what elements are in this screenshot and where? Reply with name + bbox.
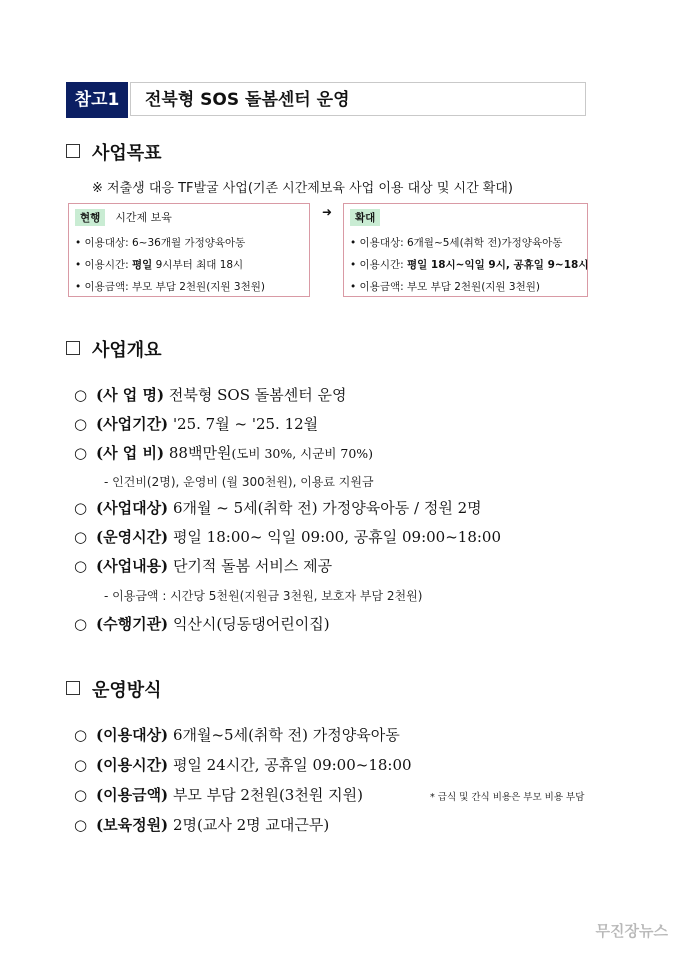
expanded-head [350,209,380,226]
arrow-icon: ➜ [322,205,333,219]
expanded-line-cost: • 이용금액: 부모 부담 2천원(지원 3천원) [350,281,540,293]
overview-sub-budget: - 인건비(2명), 운영비 (월 300천원), 이용료 지원금 [104,475,374,489]
circle-bullet-icon: ○ [74,444,88,462]
overview-row-content: ○ (사업내용) 단기적 돌봄 서비스 제공 [74,557,333,575]
watermark-logo: 무진장뉴스 [595,922,668,940]
reference-tag: 참고1 [66,82,128,118]
operation-row-target: ○ (이용대상) 6개월~5세(취학 전) 가정양육아동 [74,726,400,744]
operation-row-hours: ○ (이용시간) 평일 24시간, 공휴일 09:00~18:00 [74,756,412,774]
operation-footnote: * 급식 및 간식 비용은 부모 비용 부담 [430,792,585,803]
expanded-line-time: • 이용시간: 평일 18시~익일 9시, 공휴일 9~18시 [350,259,589,271]
current-line-cost: • 이용금액: 부모 부담 2천원(지원 3천원) [75,281,265,293]
checkbox-icon [66,144,80,158]
current-badge: 현행 [75,209,105,226]
current-box [68,203,310,297]
operation-row-capacity: ○ (보육정원) 2명(교사 2명 교대근무) [74,816,330,834]
current-title: 시간제 보육 [115,211,172,224]
circle-bullet-icon: ○ [74,386,88,404]
operation-row-cost: ○ (이용금액) 부모 부담 2천원(3천원 지원) [74,786,363,804]
section-heading-overview: 사업개요 [66,336,162,362]
section-heading-operation: 운영방식 [66,676,162,702]
overview-sub-content: - 이용금액 : 시간당 5천원(지원금 3천원, 보호자 부담 2천원) [104,589,423,603]
goal-note: ※ 저출생 대응 TF발굴 사업(기존 시간제보육 사업 이용 대상 및 시간 확대) [92,181,513,196]
overview-row-agency: ○ (수행기관) 익산시(딩동댕어린이집) [74,615,330,633]
expanded-box [343,203,588,297]
expanded-badge: 확대 [350,209,380,226]
current-line-target: • 이용대상: 6~36개월 가정양육아동 [75,237,246,249]
circle-bullet-icon: ○ [74,615,88,633]
circle-bullet-icon: ○ [74,786,88,804]
checkbox-icon [66,341,80,355]
overview-row-name: ○ (사 업 명) 전북형 SOS 돌봄센터 운영 [74,386,347,404]
circle-bullet-icon: ○ [74,816,88,834]
overview-row-budget: ○ (사 업 비) 88백만원(도비 30%, 시군비 70%) [74,444,374,462]
expanded-line-target: • 이용대상: 6개월~5세(취학 전)가정양육아동 [350,237,563,249]
circle-bullet-icon: ○ [74,415,88,433]
circle-bullet-icon: ○ [74,557,88,575]
current-head [75,209,172,226]
circle-bullet-icon: ○ [74,726,88,744]
current-line-time: • 이용시간: 평일 9시부터 최대 18시 [75,259,244,271]
circle-bullet-icon: ○ [74,528,88,546]
checkbox-icon [66,681,80,695]
overview-row-hours: ○ (운영시간) 평일 18:00~ 익일 09:00, 공휴일 09:00~18:00 [74,528,502,546]
overview-row-period: ○ (사업기간) '25. 7월 ~ '25. 12월 [74,415,319,433]
circle-bullet-icon: ○ [74,756,88,774]
overview-row-target: ○ (사업대상) 6개월 ~ 5세(취학 전) 가정양육아동 / 정원 2명 [74,499,482,517]
reference-title: 전북형 SOS 돌봄센터 운영 [130,82,586,116]
section-heading-goal: 사업목표 [66,139,162,165]
circle-bullet-icon: ○ [74,499,88,517]
